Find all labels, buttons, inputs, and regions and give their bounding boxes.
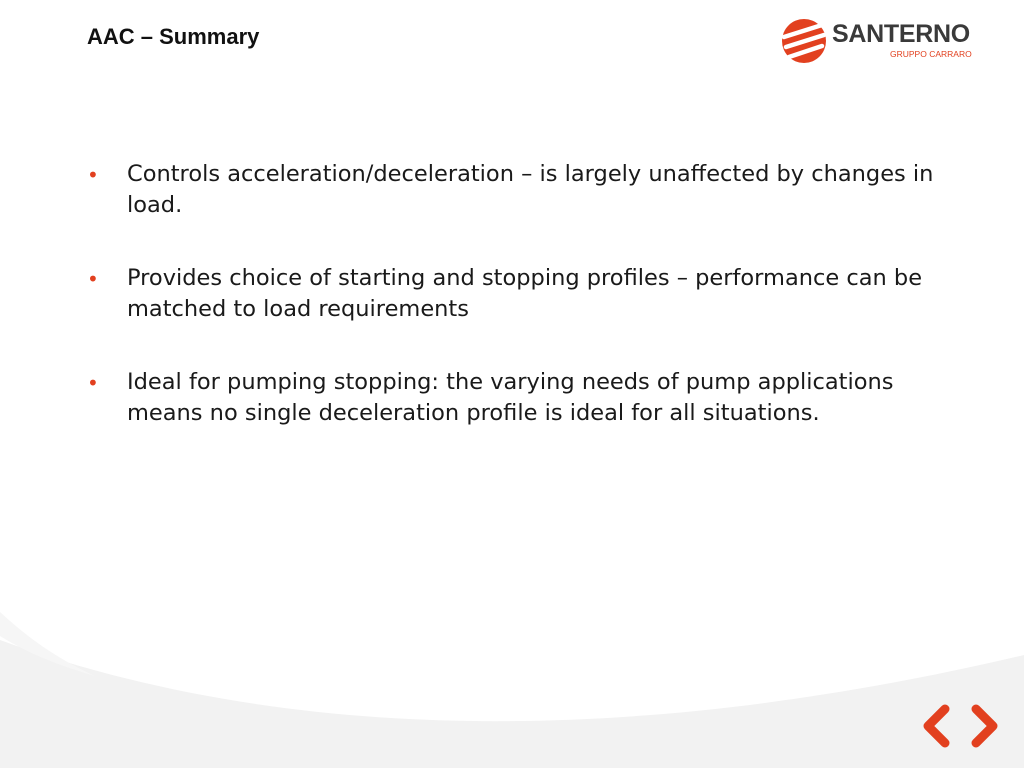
bullet-marker: • <box>87 163 99 187</box>
slide-title: AAC – Summary <box>87 24 260 49</box>
previous-slide-button[interactable] <box>919 703 953 749</box>
bullet-marker: • <box>87 267 99 291</box>
bullet-item <box>87 159 967 221</box>
bullet-text: Provides choice of starting and stopping profiles – performance can be matched to load requirements <box>127 265 923 322</box>
santerno-emblem-icon <box>777 16 831 66</box>
bullet-text: Controls acceleration/deceleration – is largely unaffected by changes in load. <box>127 161 934 218</box>
next-slide-button[interactable] <box>968 703 1002 749</box>
bullet-list <box>87 159 967 471</box>
logo-wordmark: SANTERNO <box>832 20 970 48</box>
chevron-right-icon <box>968 703 1002 749</box>
santerno-logo <box>777 16 977 66</box>
chevron-left-icon <box>919 703 953 749</box>
bullet-marker: • <box>87 371 99 395</box>
bullet-item <box>87 263 967 325</box>
logo-subtitle: GRUPPO CARRARO <box>890 49 972 59</box>
bullet-text: Ideal for pumping stopping: the varying needs of pump applications means no single deceleration profile is ideal for all situations. <box>127 369 894 426</box>
bullet-item <box>87 367 967 429</box>
